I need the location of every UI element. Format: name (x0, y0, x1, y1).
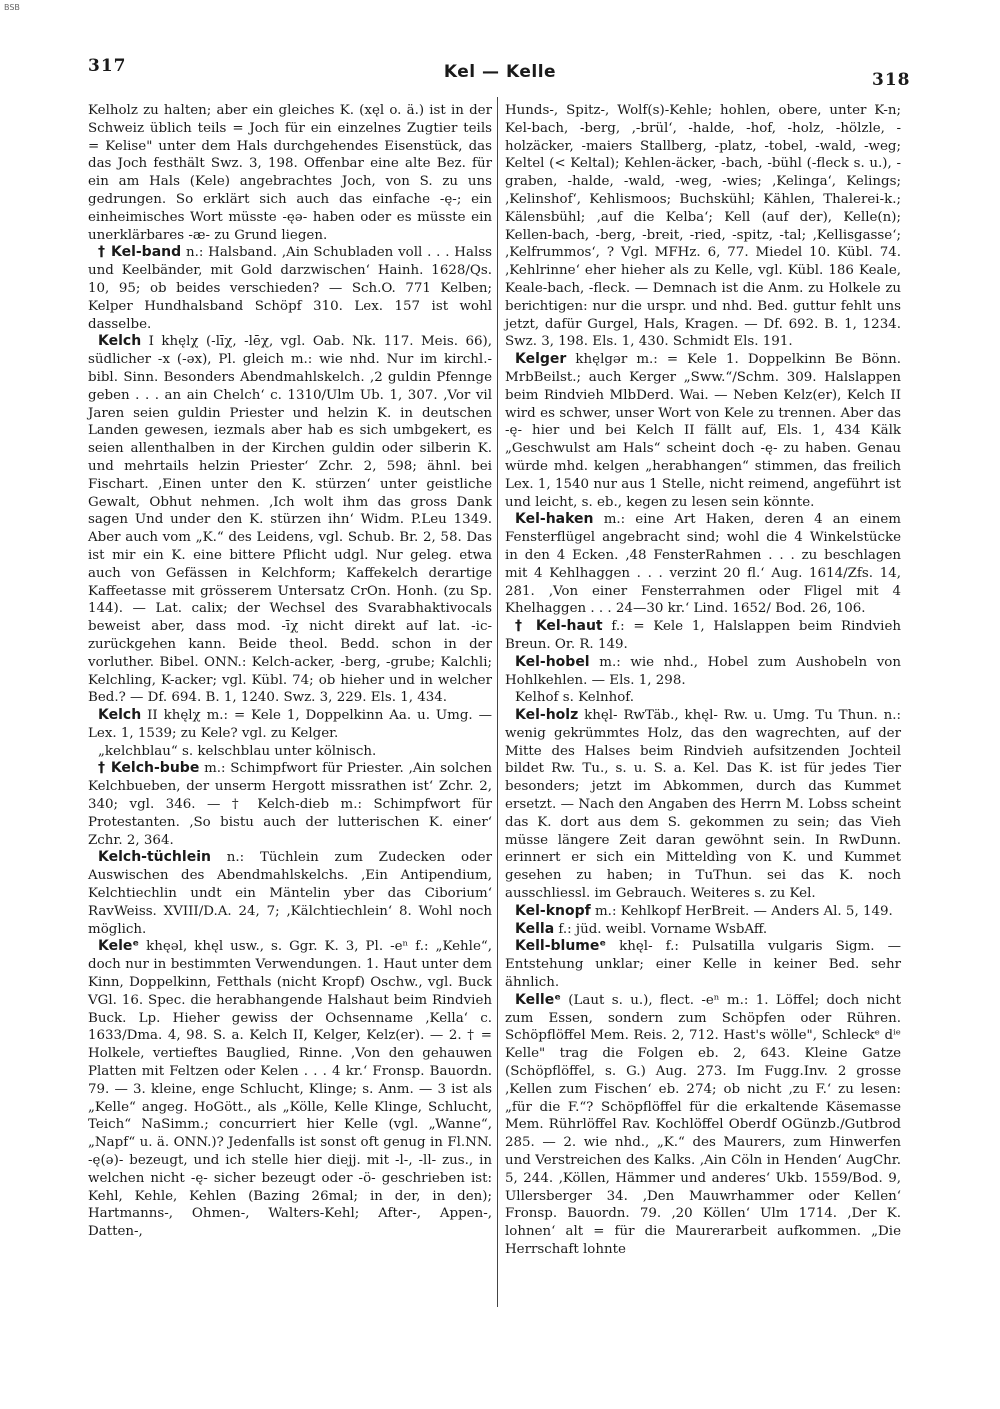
entry-text: Kelhof s. Kelnhof. (515, 690, 635, 706)
entry-lemma: Kella (515, 920, 555, 937)
entry-text: „kelchblau“ s. kelschblau unter kölnisch. (98, 743, 377, 759)
entry (505, 618, 901, 654)
column-divider (497, 97, 498, 1307)
left-column (88, 102, 492, 1241)
entry (88, 333, 492, 707)
entry-lemma: Kel-holz (515, 707, 579, 724)
right-page-number: 318 (872, 70, 911, 90)
entry (88, 707, 492, 743)
entry (505, 102, 901, 351)
entry (88, 244, 492, 333)
entry-lemma: Kelch-tüchlein (98, 849, 211, 866)
entry-lemma: Kell-blumeᵉ (515, 938, 607, 955)
entry (505, 351, 901, 511)
entry-text: Kelholz zu halten; aber ein gleiches K. (xęl o. ä.) ist in der Schweiz üblich teils = Joch für ein einzelnes Zugtier teils = Kelise" unter dem Hals durchgehendes Eisenstück, das das Joch festhält Swz. 3, 198. Offenbar eine alte Bez. für ein am Hals (Kele) angebrachtes Joch, von S. zu uns gedrungen. So erklärt sich auch das einfache -ę-; ein einheimisches Wort müsste -ęə- haben oder es müsste ein unerklärbares -æ- zu Grund liegen. (88, 103, 492, 243)
entry (88, 938, 492, 1241)
entry-text: m.: wie nhd., Hobel zum Aushobeln von Hohlkehlen. — Els. 1, 298. (505, 654, 901, 688)
entry-lemma: † Kelch-bube (98, 760, 200, 777)
entry-text: n.: Halsband. ‚Ain Schubladen voll . . . Halss und Keelbänder, mit Gold darzwischen‘ Hainh. 1628/Qs. 10, 95; ob beides verschieden? — Sch.O. 771 Kelben; Kelper Hundhalsband Schöpf 310. Lex. 157 ist wohl dasselbe. (88, 245, 492, 332)
entry (88, 102, 492, 244)
entry (505, 938, 901, 991)
entry (88, 760, 492, 849)
page-header-title: Kel — Kelle (443, 62, 557, 82)
entry-text: (Laut s. u.), flect. -eⁿ m.: 1. Löffel; doch nicht zum Essen, sondern zum Schöpfen oder Rühren. Schöpflöffel Mem. Reis. 2, 712. Hast's wölle", Schleckᵉ dⁱᵉ Kelle" trag die Folgen eb. 2, 643. Kleine Gatze (Schöpflöffel, s. G.) Aug. 273. Im Fugg.Inv. 2 grosse ‚Kellen zum Fischen‘ eb. 274; ob nicht ‚zu F.‘ zu lesen: „für die F.“? Schöpflöffel für die erkaltende Käsemasse Mem. Rührlöffel Rav. Kochlöffel Oberdf OGünzb./Gutbrod 285. — 2. wie nhd., „K.“ des Maurers, zum Hinwerfen und Verstreichen des Kalks. ‚Ain Cöln in Henden‘ AugChr. 5, 244. ‚Köllen, Hämmer und anderes‘ Ukb. 1559/Bod. 9, Ullersberger 34. ‚Den Mauwrhammer oder Kellen‘ Fronsp. Bauordn. 79. ‚20 Köllen‘ Ulm 1714. ‚Der K. lohnen‘ alt = für die Maurerarbeit aufkommen. „Die Herrschaft lohnte (505, 992, 901, 1257)
entry (88, 743, 492, 761)
entry-text: khęəl, khęl usw., s. Ggr. K. 3, Pl. -eⁿ f.: „Kehle“, doch nur in bestimmten Verwendungen. 1. Haut unter dem Kinn, Doppelkinn, Fetthals (nicht Kropf) Oschw., vgl. Buck VGl. 16. Spec. die herabhangende Halshaut beim Rindvieh Buck. Lp. Hieher gewiss der Ochsenname ‚Kella‘ c. 1633/Dma. 4, 98. S. a. Kelch II, Kelger, Kelz(er). — 2. † = Holkele, vertieftes Bauglied, Rinne. ‚Von den gehauwen Platten mit Feltzen oder Kelen . . . 4 kr.‘ Fronsp. Bauordn. 79. — 3. kleine, enge Schlucht, Klinge; s. Anm. — 3 ist als „Kelle“ angeg. HoGött., als „Kölle, Kelle Klinge, Schlucht, Teich“ NaSimm.; concurriert hier Kelle (vgl. „Wanne“, „Napf“ u. ä. ONN.)? Jedenfalls ist sonst oft genug in Fl.NN. -ę(ə)- bezeugt, und ich stelle hier diejj. mit -l-, -ll- zus., in welchen nicht -ę- sicher bezeugt oder -ö- geschrieben ist: Kehl, Kehle, Kehlen (Bazing 26mal; in der, in den); Hartmanns-, Ohmen-, Walters-Kehl; After-, Appen-, Datten-, (88, 939, 492, 1240)
entry (88, 849, 492, 938)
entry-lemma: Kel-haken (515, 511, 594, 528)
entry (505, 707, 901, 903)
entry-text: n.: Tüchlein zum Zudecken oder Auswischen des Abendmahlskelchs. ‚Ein Antipendium, Kelchtiechlin undt ein Mäntelin yber das Ciborium‘ RavWeiss. XVIII/D.A. 24, 7; ‚Kälchtiechlein‘ 8. Wohl noch möglich. (88, 850, 492, 937)
entry-lemma: Keleᵉ (98, 938, 140, 955)
entry-text: Hunds-, Spitz-, Wolf(s)-Kehle; hohlen, obere, unter K-n; Kel-bach, -berg, ‚-brül‘, -halde, -hof, -holz, -hölzle, -holzäcker, -maiers Stallberg, -platz, -tobel, -wald, -weg; Keltel (< Keltal); Kehlen-äcker, -bach, -bühl (-fleck s. u.), -graben, -halde, -wald, -weg, -wies; ‚Kelinga‘, Kelings; ‚Kelinshof‘, Kehlismoos; Buchskühl; Kählen, Thalerei-k.; Kälensbühl; ‚auf die Kelba‘; Kell (auf der), Kelle(n); Kellen-bach, -berg, -breit, -ried, -spitz, -tal; ‚Kellisgasse‘; ‚Kelfrummos‘, ? Vgl. MFHz. 6, 77. Miedel 10. Kübl. 74. ‚Kehlrinne‘ eher hieher als zu Kelle, vgl. Kübl. 186 Keale, Keale-bach, -fleck. — Demnach ist die Anm. zu Holkele zu berichtigen: nur die urspr. und nhd. Bed. guttur fehlt uns jetzt, dafür Gurgel, Hals, Kragen. — Df. 692. B. 1, 1234. Swz. 3, 198. Els. 1, 430. Schmidt Els. 191. (505, 103, 901, 350)
entry (505, 654, 901, 690)
entry-text: khęl- f.: Pulsatilla vulgaris Sigm. — Entstehung unklar; einer Kelle in keiner Bed. sehr ähnlich. (505, 939, 901, 991)
right-column (505, 102, 901, 1259)
entry-lemma: Kelger (515, 351, 567, 368)
entry-lemma: Kelch (98, 707, 142, 724)
entry (505, 511, 901, 618)
entry-text: m.: Schimpfwort für Priester. ‚Ain solchen Kelchbueben, der unserm Hergott missrathen ist‘ Zchr. 2, 340; vgl. 346. — † Kelch-dieb m.: Schimpfwort für Protestanten. ‚So bistu auch der lutterischen K. einer‘ Zchr. 2, 364. (88, 761, 492, 848)
entry-text: m.: eine Art Haken, deren 4 an einem Fensterflügel angebracht sind; wohl die 4 Winkelstücke in den 4 Ecken. ‚48 FensterRahmen . . . zu beschlagen mit 4 Kehlhaggen . . . verzint 20 fl.‘ Aug. 1614/Zfs. 14, 281. ‚Von einer Fensterrahmen oder Fligel mit 4 Khelhaggen . . . 24—30 kr.‘ Lind. 1652/ Bod. 26, 106. (505, 512, 901, 617)
entry-text: m.: Kehlkopf HerBreit. — Anders Al. 5, 149. (594, 903, 893, 919)
entry (505, 921, 901, 939)
entry-text: khęl- RwTäb., khęl- Rw. u. Umg. Tu Thun. n.: wenig gekrümmtes Holz, das den wagrechten, auf der Mitte des Halses beim Rindvieh aufsitzenden Jochteil bildet Rw. Tu., s. u. S. a. Kel. Das K. ist für jedes Tier besonders; jetzt im Abkommen, durch das Kummet ersetzt. — Nach den Angaben des Herrn M. Lobss scheint das K. dort aus dem S. gekommen zu sein; das Vieh müsse längere Zeit daran gewöhnt sein. In RwDunn. erinnert er sich ein Mitteldìng von K. und Kummet gesehen zu haben; in TuThun. sei das K. noch ausschliessl. im Gebrauch. Weiteres s. zu Kel. (505, 708, 901, 902)
entry-lemma: Kel-knopf (515, 902, 591, 919)
entry-lemma: † Kel-haut (515, 618, 603, 635)
entry-text: I khęlχ (-līχ, -lēχ, vgl. Oab. Nk. 117. Meis. 66), südlicher -x (-əx), Pl. gleich m.: wie nhd. Nur im kirchl.-bibl. Sinn. Besonders Abendmahlskelch. ‚2 guldin Pfennge geben . . . an ain Chelch‘ c. 1310/Ulm Ub. 1, 307. ‚Vor vil Jaren seien guldin Priester und helzin K. in deutschen Landen gewesen, iezmals aber hab es sich umbgekert, es seien allenthalben in der Kirchen guldin oder silberin K. und mehrtails helzin Priester‘ Zchr. 2, 598; ähnl. bei Fischart. ‚Einen unter den K. stürzen‘ unter geistliche Gewalt, Obhut nehmen. ‚Ich wolt ihm das gross Dank sagen Und under den K. stürzen ihn‘ Widm. P.Leu 1349. Aber auch vom „K.“ des Leidens, vgl. Schub. Br. 2, 58. Das ist mir ein K. eine bittere Pflicht udgl. Nur geleg. etwa auch von Gefässen in Kelchform; Kaffekelch derartige Kaffeetasse mit grösserem Untersatz CrOn. Honh. (zu Sp. 144). — Lat. calix; der Wechsel des Svarabhaktivocals beweist aber, dass mod. -īχ nicht direkt auf lat. -ic- zurückgehen kann. Beide theol. Bedd. schon in der vorluther. Bibel. ONN.: Kelch-acker, -berg, -grube; Kalchli; Kelchling, K-acker; vgl. Kübl. 74; ob hieher und in welcher Bed.? — Df. 694. B. 1, 1240. Swz. 3, 229. Els. 1, 434. (88, 334, 492, 706)
left-page-number: 317 (88, 56, 127, 76)
entry-text: II khęlχ m.: = Kele 1, Doppelkinn Aa. u. Umg. — Lex. 1, 1539; zu Kele? vgl. zu Kelger. (88, 708, 492, 741)
entry-text: f.: jüd. weibl. Vorname WsbAff. (558, 921, 768, 937)
entry-text: f.: = Kele 1, Halslappen beim Rindvieh Breun. Or. R. 149. (505, 619, 902, 652)
entry-lemma: Kelch (98, 333, 142, 350)
entry (505, 689, 901, 707)
entry-lemma: Kel-hobel (515, 653, 590, 670)
entry-lemma: † Kel-band (98, 244, 182, 261)
entry-text: khęlgər m.: = Kele 1. Doppelkinn Be Bönn. MrbBeilst.; auch Kerger „Sww.“/Schm. 309. Halslappen beim Rindvieh MlbDerd. Wai. — Neben Kelz(er), Kelch II wird es schwer, unser Wort von Kele zu trennen. Aber das -ę- hier und bei Kelch II fällt auf, Els. 1, 434 Kälk „Geschwulst am Hals“ scheint doch -ę- zu haben. Genau würde mhd. kelgen „herabhangen“ stimmen, das freilich Lex. 1, 1540 nur aus 1 Stelle, nicht reimend, angeführt ist und leicht, s. eb., kegen zu lesen sein könnte. (505, 352, 901, 510)
entry (505, 903, 901, 921)
entry (505, 992, 901, 1259)
library-mark: BSB (4, 3, 20, 12)
entry-lemma: Kelleᵉ (515, 991, 561, 1008)
